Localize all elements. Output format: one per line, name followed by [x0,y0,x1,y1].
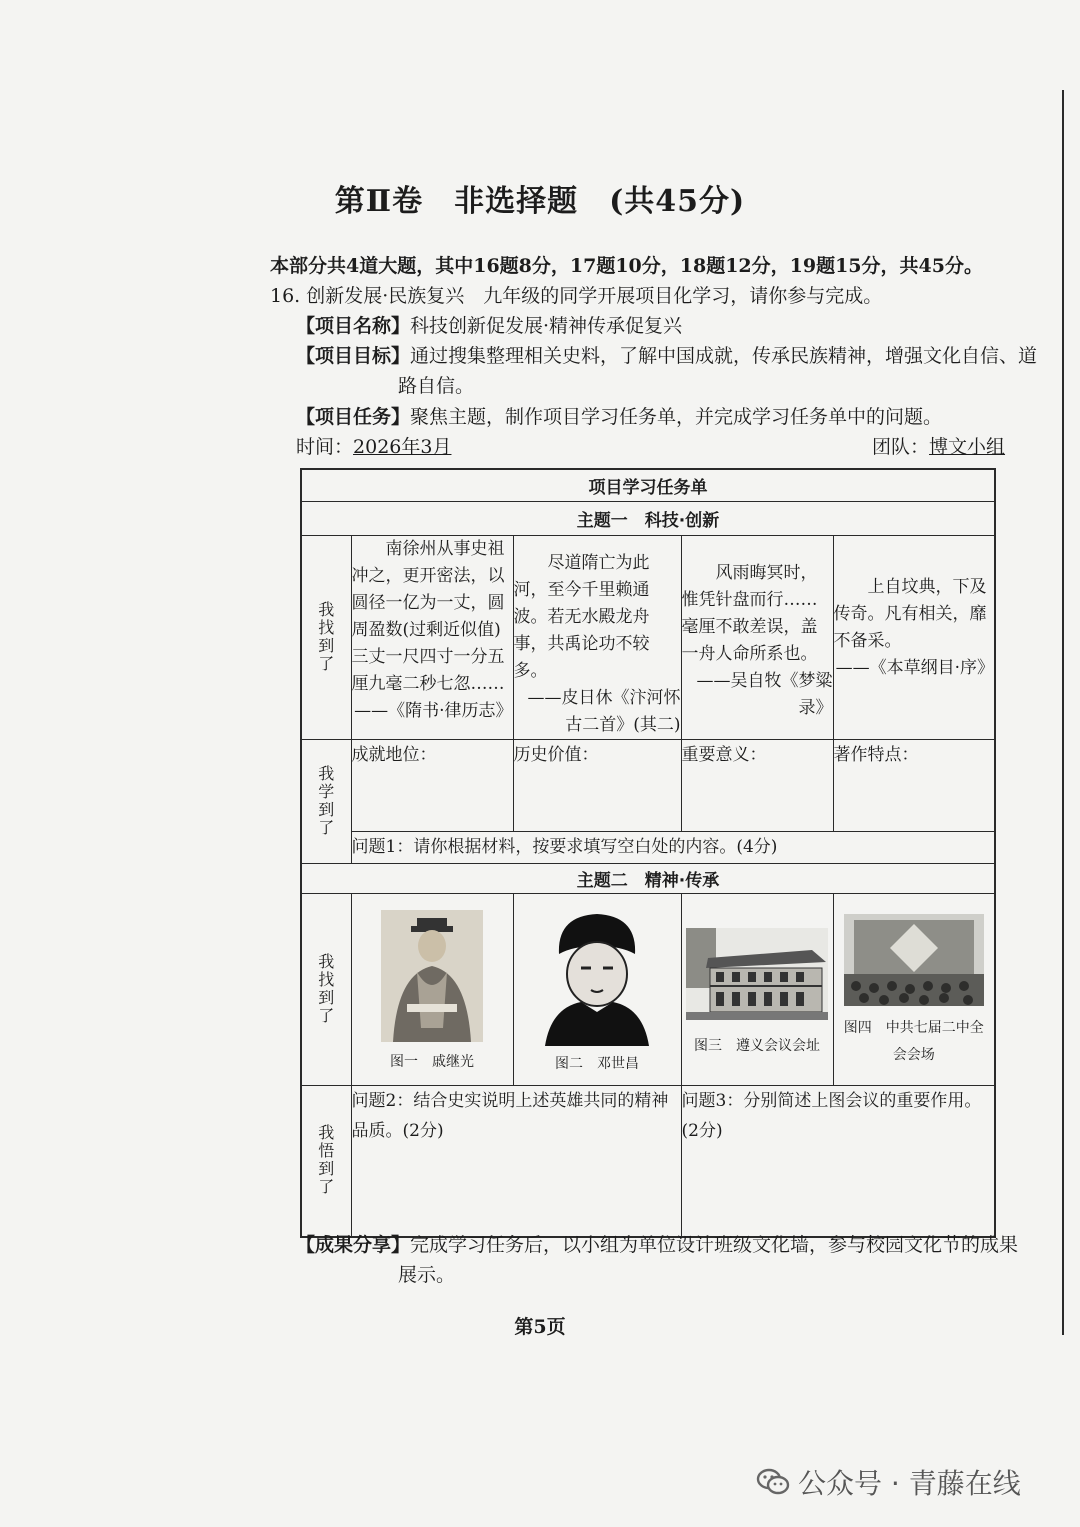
time-line [296,432,451,462]
q16-stem: 16. 创新发展·民族复兴 九年级的同学开展项目化学习，请你参与完成。 [270,285,883,307]
theme-two-header: 主题二 精神·传承 [301,863,995,893]
team-label: 团队： [872,436,930,458]
photo-second-plenary [844,914,984,1006]
project-name-tag: 【项目名称】 [296,315,411,337]
figure-deng-shichang [513,893,681,1085]
answer-cell-historical-value[interactable]: 历史价值： [513,739,681,831]
project-goal-text-cont: 路自信。 [398,375,475,397]
caption-figure-4: 图四 中共七届二中全会会场 [843,1019,984,1063]
caption-figure-1: 图一 戚继光 [390,1053,474,1070]
result-share-text-cont: 展示。 [398,1264,456,1286]
quote-bian-river: 尽道隋亡为此河，至今千里赖通波。若无水殿龙舟事，共禹论功不较多。 ——皮日休《汴河怀古二首》(其二) [513,535,681,739]
caption-figure-3: 图三 遵义会议会址 [694,1037,820,1054]
intro-text: 本部分共4道大题，其中16题8分，17题10分，18题12分，19题15分，共45分。 [270,255,983,277]
photo-zunyi-site [686,928,828,1020]
quote-meng-liang-lu: 风雨晦冥时，惟凭针盘而行……毫厘不敢差误，盖一舟人命所系也。 ——吴自牧《梦粱录》 [681,535,833,739]
project-task-text: 聚焦主题，制作项目学习任务单，并完成学习任务单中的问题。 [410,406,943,428]
page-edge-line [1062,90,1064,1335]
wechat-icon [756,1467,790,1497]
project-name [296,311,682,341]
found-label-1: 我找到了 [301,535,351,739]
project-task [296,402,942,432]
theme-one-header: 主题一 科技·创新 [301,501,995,535]
time-value: 2026年3月 [353,436,452,458]
team-line [872,432,1005,462]
task-sheet-title: 项目学习任务单 [301,469,995,501]
quote-sui-history: 南徐州从事史祖冲之，更开密法，以圆径一亿为一丈，圆周盈数(过剩近似值)三丈一尺四寸一分五厘九毫二秒七忽…… ——《隋书·律历志》 [351,535,513,739]
result-share-text: 完成学习任务后，以小组为单位设计班级文化墙，参与校园文化节的成果 [410,1234,1019,1256]
portrait-qi-jiguang [377,908,487,1044]
answer-cell-features[interactable]: 著作特点： [833,739,995,831]
task-sheet-table [300,468,996,1238]
team-value: 博文小组 [929,436,1006,458]
question-3[interactable]: 问题3：分别简述上图会议的重要作用。(2分) [681,1085,995,1237]
page-number: 第5页 [514,1316,566,1338]
figure-second-plenary [833,893,995,1085]
portrait-deng-shichang [537,908,657,1046]
result-share [296,1230,1018,1260]
caption-figure-2: 图二 邓世昌 [555,1055,639,1072]
answer-cell-achievement[interactable]: 成就地位： [351,739,513,831]
section-title: 第Ⅱ卷 非选择题 (共45分) [334,184,746,219]
quote-bencao-gangmu: 上自坟典，下及传奇。凡有相关，靡不备采。 ——《本草纲目·序》 [833,535,995,739]
figure-qi-jiguang [351,893,513,1085]
question-1: 问题1：请你根据材料，按要求填写空白处的内容。(4分) [351,831,995,863]
found-label-2: 我找到了 [301,893,351,1085]
answer-cell-significance[interactable]: 重要意义： [681,739,833,831]
question-2[interactable]: 问题2：结合史实说明上述英雄共同的精神品质。(2分) [351,1085,681,1237]
figure-zunyi-site [681,893,833,1085]
realized-label: 我悟到了 [301,1085,351,1237]
project-name-text: 科技创新促发展·精神传承促复兴 [410,315,683,337]
result-share-tag: 【成果分享】 [296,1234,411,1256]
watermark [756,1462,1021,1502]
project-goal-tag: 【项目目标】 [296,345,411,367]
time-label: 时间： [296,436,354,458]
project-goal [296,341,1037,371]
project-goal-text: 通过搜集整理相关史料，了解中国成就，传承民族精神，增强文化自信、道 [410,345,1038,367]
watermark-text: 公众号 · 青藤在线 [798,1467,1021,1500]
learned-label: 我学到了 [301,739,351,863]
project-task-tag: 【项目任务】 [296,406,411,428]
